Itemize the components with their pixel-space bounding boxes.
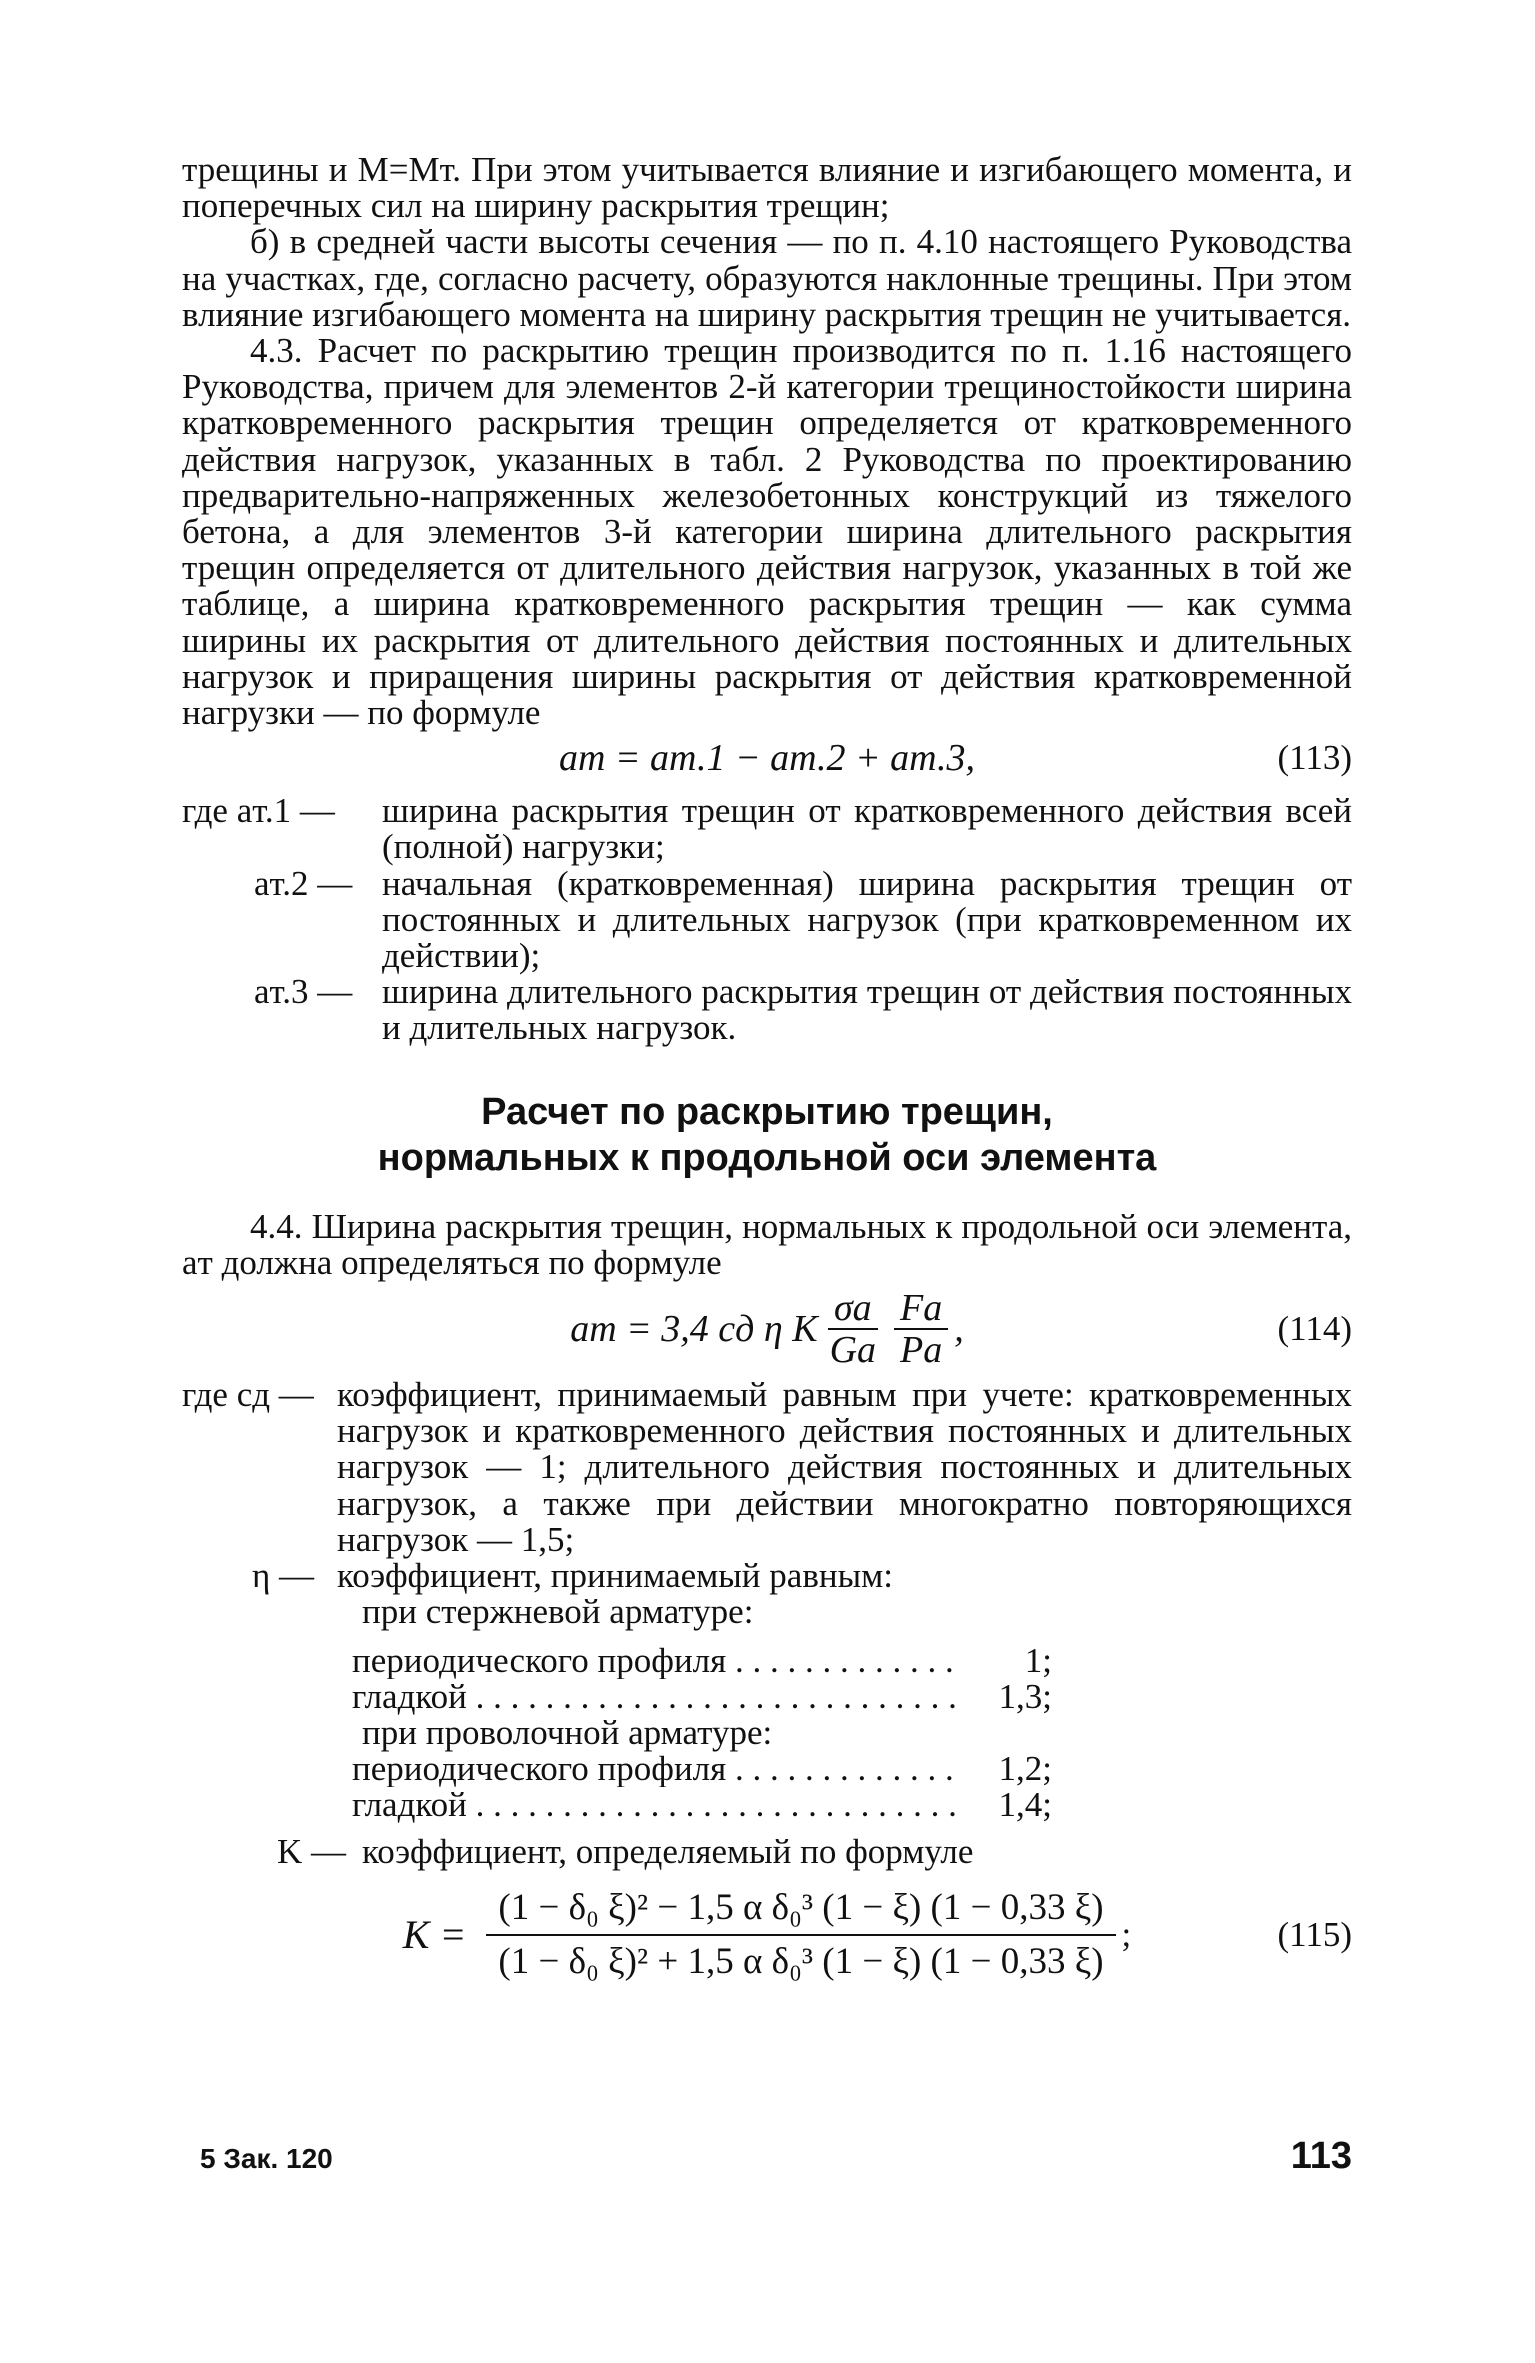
section-heading-line-1: Расчет по раскрытию трещин, [481,1090,1053,1133]
formula-113 [182,731,1352,785]
definition-symbol: где aт.1 — [182,791,335,831]
wire-reinforcement-label: при проволочной арматуре: [362,1712,773,1752]
definition-text: начальная (кратковременная) ширина раскрытия трещин от постоянных и длительных нагрузок (при кратковременном их действии); [382,863,1352,976]
list-item-label: гладкой . . . [352,1787,962,1823]
formula-114-number: (114) [1277,1308,1352,1348]
formula-113-expression: aт = aт.1 − aт.2 + aт.3, [558,737,976,780]
formula-115-lhs: K = [402,1911,467,1957]
definition-item [182,793,1352,865]
list-item-value: 1,3; [998,1676,1052,1716]
formula-113-number: (113) [1277,738,1352,778]
definition-cd [182,1377,1352,1558]
print-order-mark: 5 Зак. 120 [200,2143,333,2174]
fraction-denominator: Pа [900,1329,943,1372]
definition-item [182,863,1352,976]
paragraph-4-3: 4.3. Расчет по раскрытию трещин производится по п. 1.16 настоящего Руководства, причем для элементов 2-й категории трещиностойкости ширина кратковременного раскрытия трещин определяется от кратковременного действия нагрузок, указанных в табл. 2 Руководства по проектированию предварительно-напряженных железобетонных конструкций из тяжелого бетона, а для элементов 3-й категории ширина длительного раскрытия трещин определяется от длительного действия нагрузок, указанных в той же таблице, а ширина кратковременного раскрытия трещин — как сумма ширины их раскрытия от длительного действия постоянных и длительных нагрузок и приращения ширины раскрытия от действия кратковременной нагрузки — по формуле [182,331,1352,733]
formula-115 [182,1870,1352,2000]
page-footer [200,2135,1352,2178]
paragraph-4-4: 4.4. Ширина раскрытия трещин, нормальных к продольной оси элемента, aт должна определяться по формуле [182,1206,1352,1282]
paragraph-b: б) в средней части высоты сечения — по п. 4.10 настоящего Руководства на участках, где, согласно расчету, образуются наклонные трещины. При этом влияние изгибающего момента на ширину раскрытия трещин не учитывается. [182,222,1352,334]
formula-113-definitions [182,793,1352,1046]
list-item-label: периодического профиля . . . [352,1643,962,1679]
definition-k [182,1831,1352,1871]
list-item-value: 1,4; [998,1785,1052,1825]
definition-text: коэффициент, принимаемый равным при учете: кратковременных нагрузок и кратковременного действия постоянных и длительных нагрузок — 1; длительного действия постоянных и длительных нагрузок, а также при действии многократно повторяющихся нагрузок — 1,5; [337,1375,1352,1559]
list-item [352,1787,1052,1823]
definition-symbol: η — [252,1556,315,1596]
formula-114-tail: , [954,1307,964,1350]
formula-115-fraction [486,1882,1115,1988]
rod-reinforcement-label: при стержневой арматуре: [362,1592,754,1632]
list-item [352,1676,1052,1716]
list-item-label: гладкой . . . [352,1679,962,1715]
list-item-value: 1,2; [998,1749,1052,1789]
definition-text: коэффициент, определяемый по формуле [362,1831,974,1871]
definition-symbol: aт.3 — [254,972,353,1012]
fraction-denominator: Gа [829,1329,877,1372]
section-heading-line-2: нормальных к продольной оси элемента [377,1136,1157,1179]
definition-item [182,974,1352,1046]
formula-115-tail: ; [1121,1914,1132,1954]
list-item-label: периодического профиля . . . [352,1751,962,1787]
section-heading [182,1089,1352,1181]
definition-eta [182,1558,1352,1594]
definition-text: ширина раскрытия трещин от кратковременного действия всей (полной) нагрузки; [382,791,1352,867]
rod-reinforcement-list [182,1640,1352,1716]
formula-114-fraction-1 [824,1288,882,1370]
list-item-value: 1; [1024,1640,1052,1680]
body-text [182,152,1352,2000]
paragraph-continuation: трещины и M=Mт. При этом учитывается влияние и изгибающего момента, и поперечных сил на ширину раскрытия трещин; [182,150,1352,226]
formula-114-lhs: aт = 3,4 cд η K [570,1307,818,1350]
definition-text: коэффициент, принимаемый равным: [337,1556,893,1596]
fraction-numerator: σа [828,1288,878,1330]
definition-symbol: K — [277,1831,347,1871]
list-item [352,1751,1052,1787]
formula-114-fraction-2 [894,1288,948,1370]
formula-115-number: (115) [1277,1914,1352,1954]
fraction-numerator: Fа [894,1288,948,1330]
definition-symbol: где cд — [182,1375,314,1415]
formula-114 [182,1281,1352,1377]
fraction-numerator: (1 − δ₀ ξ)² − 1,5 α δ₀³ (1 − ξ) (1 − 0,33 ξ) [486,1882,1115,1936]
list-item [352,1640,1052,1680]
definition-text: ширина длительного раскрытия трещин от действия постоянных и длительных нагрузок. [382,972,1352,1048]
fraction-denominator: (1 − δ₀ ξ)² + 1,5 α δ₀³ (1 − ξ) (1 − 0,33 ξ) [498,1940,1104,1982]
definition-symbol: aт.2 — [254,863,353,903]
wire-reinforcement-list [182,1751,1352,1823]
page-number: 113 [1290,2135,1352,2177]
